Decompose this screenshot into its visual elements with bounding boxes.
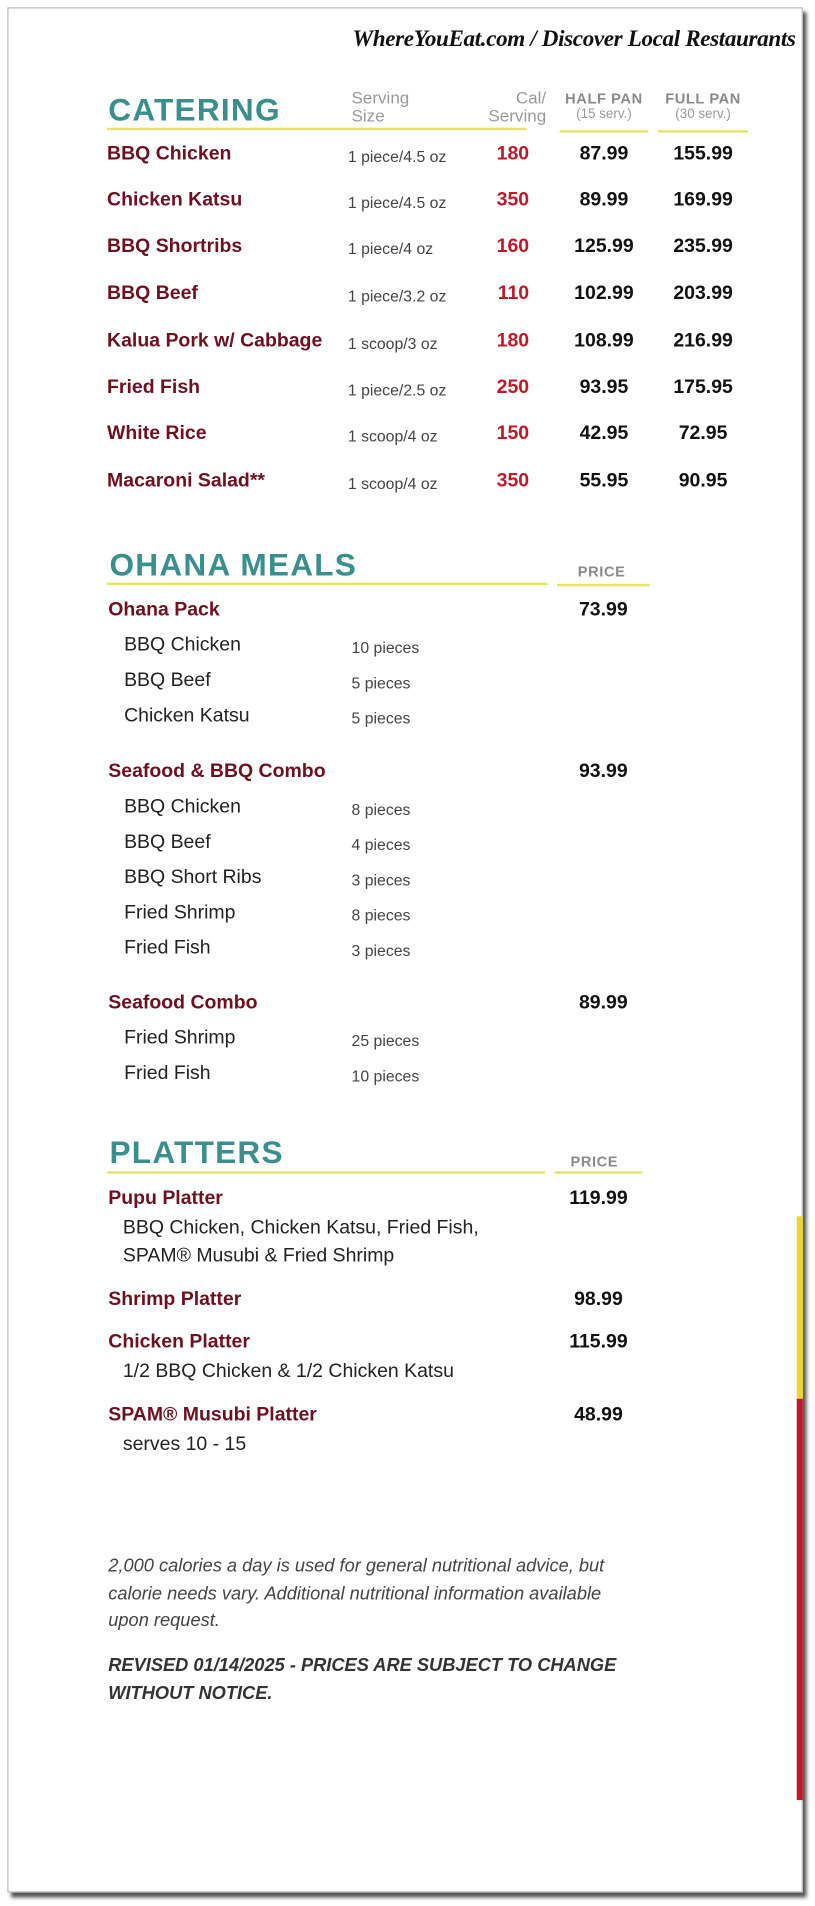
- item-name: Kalua Pork w/ Cabbage: [107, 330, 323, 352]
- header-line: Serving: [488, 105, 547, 126]
- meal-item-quantity: 4 pieces: [351, 835, 411, 854]
- meal-item-quantity: 3 pieces: [351, 870, 411, 890]
- full-pan-price: 235.99: [673, 235, 733, 257]
- platter-price: 119.99: [569, 1188, 628, 1210]
- half-pan-price: 125.99: [574, 235, 634, 257]
- calories: 160: [496, 235, 530, 257]
- nutrition-footnote: [108, 1553, 604, 1635]
- meal-item: BBQ Chicken: [124, 796, 241, 818]
- full-pan-header: [658, 90, 748, 122]
- header-line: Serving: [351, 87, 410, 108]
- revised-line: REVISED 01/14/2025 - PRICES ARE SUBJECT TO CHANGE: [108, 1655, 617, 1677]
- header-line: FULL PAN: [665, 90, 741, 108]
- meal-item: BBQ Chicken: [124, 634, 241, 656]
- half-pan-price: 42.95: [579, 423, 629, 444]
- full-pan-price: 203.99: [673, 283, 733, 305]
- item-name: Macaroni Salad**: [107, 470, 265, 492]
- calories: 250: [496, 377, 530, 398]
- full-pan-price: 90.95: [678, 470, 728, 492]
- platter-price: 48.99: [574, 1404, 623, 1426]
- meal-item: Fried Fish: [124, 1063, 211, 1084]
- catering-underline: [107, 128, 527, 130]
- meal-item: Fried Shrimp: [124, 1027, 236, 1049]
- platters-price-underline: [555, 1171, 643, 1173]
- meal-item: Fried Shrimp: [124, 902, 236, 924]
- half-pan-price: 89.99: [579, 189, 629, 211]
- calories: 350: [496, 189, 530, 211]
- edge-stripe-yellow: [797, 1216, 803, 1398]
- meal-item-quantity: 5 pieces: [351, 709, 411, 728]
- full-pan-price: 169.99: [673, 189, 733, 211]
- calories: 110: [497, 283, 530, 305]
- platters-price-header: PRICE: [570, 1153, 619, 1171]
- meal-item: Chicken Katsu: [124, 705, 250, 727]
- serving-size: 1 piece/4.5 oz: [347, 193, 447, 212]
- half-underline: [560, 130, 649, 132]
- meal-item-quantity: 10 pieces: [351, 638, 420, 657]
- serving-size: 1 scoop/4 oz: [347, 426, 438, 446]
- ohana-price-header: PRICE: [577, 563, 626, 581]
- half-pan-price: 93.95: [579, 377, 629, 398]
- platter-price: 115.99: [569, 1331, 628, 1353]
- full-underline: [658, 130, 748, 132]
- serving-size: 1 piece/4.5 oz: [347, 147, 447, 166]
- half-pan-price: 102.99: [574, 283, 634, 305]
- item-name: Fried Fish: [107, 377, 201, 398]
- meal-price: 73.99: [578, 599, 628, 621]
- header-line: HALF PAN: [565, 90, 643, 108]
- serving-size: 1 scoop/3 oz: [347, 334, 438, 353]
- meal-item: BBQ Beef: [124, 831, 211, 853]
- half-pan-price: 108.99: [574, 330, 634, 352]
- full-pan-price: 216.99: [673, 330, 733, 352]
- platter-name: Pupu Platter: [108, 1188, 223, 1210]
- platter-price: 98.99: [574, 1289, 623, 1310]
- cal-header: [477, 89, 546, 125]
- meal-price: 89.99: [578, 992, 628, 1014]
- platter-description: BBQ Chicken, Chicken Katsu, Fried Fish,: [122, 1217, 479, 1239]
- full-pan-price: 72.95: [678, 423, 728, 444]
- calories: 180: [496, 143, 530, 165]
- calories: 350: [496, 470, 530, 492]
- ohana-title: OHANA MEALS: [109, 546, 358, 583]
- ohana-price-underline: [557, 584, 649, 586]
- platters-title: PLATTERS: [109, 1133, 284, 1171]
- serving-size: 1 piece/3.2 oz: [347, 287, 447, 306]
- platter-description: SPAM® Musubi & Fried Shrimp: [122, 1245, 395, 1267]
- half-pan-price: 87.99: [579, 143, 629, 165]
- item-name: Chicken Katsu: [107, 189, 243, 211]
- serving-size: 1 piece/2.5 oz: [347, 380, 447, 399]
- footnote-line: 2,000 calories a day is used for general nutritional advice, but: [108, 1555, 605, 1577]
- meal-item-quantity: 8 pieces: [351, 906, 411, 925]
- item-name: BBQ Beef: [107, 283, 198, 305]
- platter-description: 1/2 BBQ Chicken & 1/2 Chicken Katsu: [122, 1361, 454, 1382]
- platters-underline: [107, 1171, 545, 1173]
- revised-line: WITHOUT NOTICE.: [108, 1683, 273, 1705]
- platter-description: serves 10 - 15: [122, 1434, 247, 1455]
- meal-name: Ohana Pack: [108, 599, 220, 621]
- meal-item-quantity: 5 pieces: [351, 673, 411, 693]
- meal-item: BBQ Short Ribs: [124, 867, 262, 888]
- platter-name: SPAM® Musubi Platter: [108, 1404, 317, 1426]
- meal-item: Fried Fish: [124, 937, 211, 959]
- footnote-line: upon request.: [108, 1610, 220, 1632]
- header-line: (30 serv.): [675, 107, 731, 122]
- full-pan-price: 175.95: [673, 377, 733, 398]
- platter-name: Shrimp Platter: [108, 1289, 242, 1310]
- header-line: Cal/: [515, 87, 547, 108]
- meal-item-quantity: 3 pieces: [351, 941, 411, 960]
- calories: 150: [496, 423, 530, 444]
- half-pan-price: 55.95: [579, 470, 629, 492]
- header-line: (15 serv.): [576, 107, 632, 122]
- site-banner[interactable]: WhereYouEat.com / Discover Local Restaurants: [352, 26, 796, 53]
- calories: 180: [496, 330, 530, 352]
- edge-stripe-red: [797, 1399, 803, 1800]
- meal-item: BBQ Beef: [124, 670, 211, 691]
- meal-item-quantity: 25 pieces: [351, 1031, 420, 1050]
- revised-notice: [108, 1652, 616, 1708]
- footnote-line: calorie needs vary. Additional nutritional information available: [108, 1583, 602, 1604]
- meal-name: Seafood Combo: [108, 992, 258, 1014]
- meal-price: 93.99: [578, 761, 628, 783]
- half-pan-header: [560, 90, 649, 122]
- header-line: Size: [351, 105, 385, 126]
- catering-title: CATERING: [108, 91, 281, 128]
- meal-item-quantity: 10 pieces: [351, 1066, 420, 1085]
- item-name: BBQ Shortribs: [107, 235, 243, 257]
- serving-size-header: [352, 89, 410, 125]
- meal-item-quantity: 8 pieces: [351, 800, 411, 819]
- meal-name: Seafood & BBQ Combo: [108, 761, 326, 783]
- serving-size: 1 piece/4 oz: [347, 239, 434, 258]
- serving-size: 1 scoop/4 oz: [347, 474, 438, 493]
- platter-name: Chicken Platter: [108, 1331, 250, 1353]
- item-name: BBQ Chicken: [107, 143, 232, 165]
- item-name: White Rice: [107, 423, 207, 444]
- full-pan-price: 155.99: [673, 143, 733, 165]
- ohana-underline: [107, 583, 547, 585]
